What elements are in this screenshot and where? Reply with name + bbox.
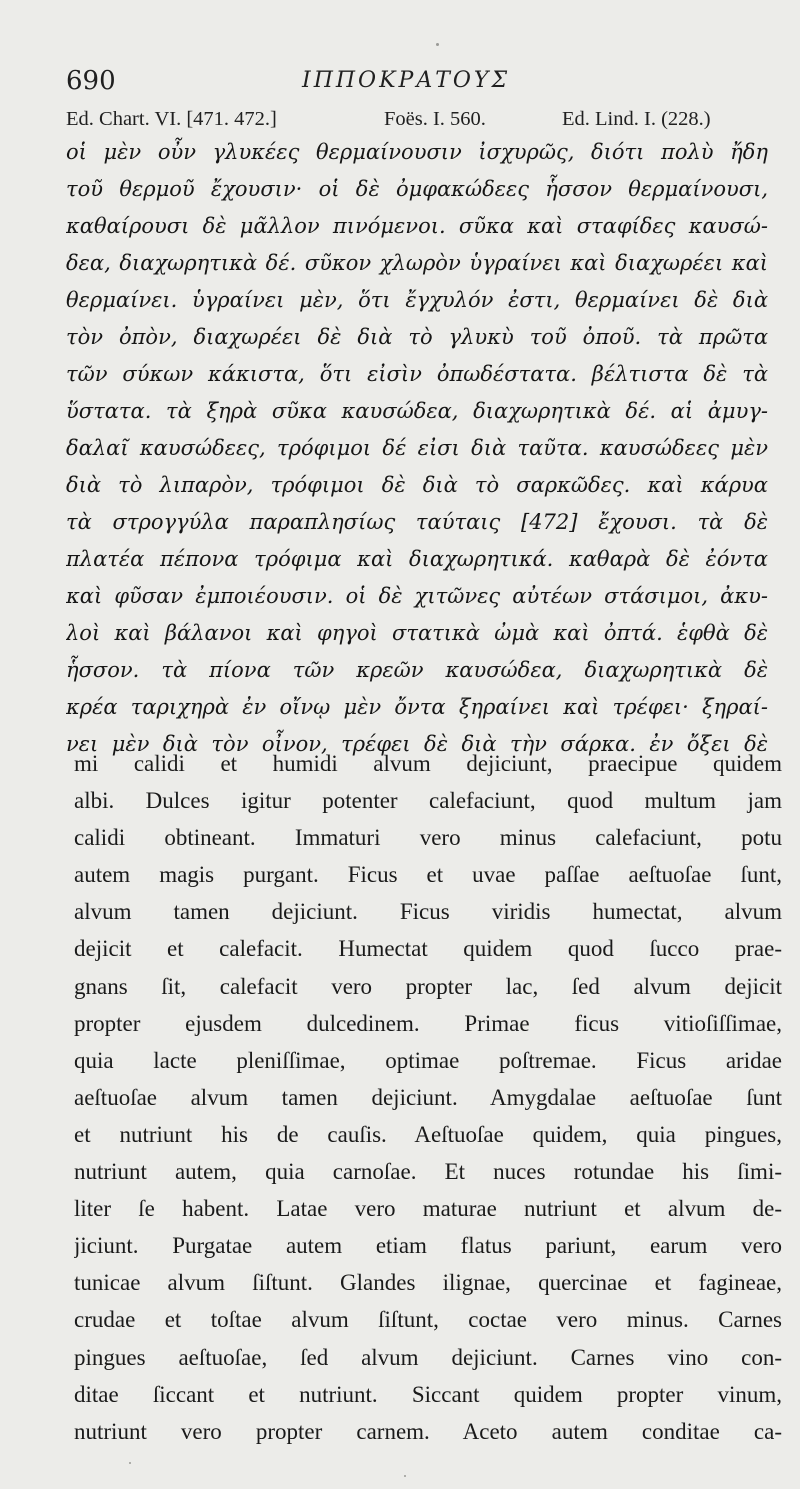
greek-line: δαλαῖ καυσώδεες, τρόφιμοι δέ εἰσι διὰ ταῦτα. καυσώδεες μὲν [66, 436, 768, 460]
page-number: 690 [66, 66, 116, 96]
greek-line: νει μὲν διὰ τὸν οἶνον, τρέφει δὲ διὰ τὴν σάρκα. ἐν ὄξει δὲ [66, 732, 768, 756]
greek-line: καθαίρουσι δὲ μᾶλλον πινόμενοι. σῦκα καὶ σταφίδες καυσώ- [66, 214, 768, 238]
edition-foes-ref: Foës. I. 560. [384, 108, 486, 130]
greek-text-block [66, 134, 768, 763]
greek-line: τοῦ θερμοῦ ἔχουσιν· οἱ δὲ ὀμφακώδεες ἧσσον θερμαίνουσι, [66, 177, 768, 201]
page-header [66, 66, 760, 102]
latin-line: gnans ſit, calefacit vero propter lac, ſed alvum dejicit [74, 973, 782, 999]
latin-line: mi calidi et humidi alvum dejiciunt, praecipue quidem [74, 751, 782, 776]
latin-line: propter ejusdem dulcedinem. Primae ficus vitioſiſſimae, [74, 1010, 782, 1036]
latin-translation-block [74, 745, 782, 1450]
paper-speck [404, 1475, 406, 1477]
greek-line: οἱ μὲν οὖν γλυκέες θερμαίνουσιν ἰσχυρῶς, διότι πολὺ ἤδη [66, 140, 768, 164]
paper-speck [436, 43, 439, 46]
greek-line: διὰ τὸ λιπαρὸν, τρόφιμοι δὲ διὰ τὸ σαρκῶδες. καὶ κάρυα [66, 473, 768, 497]
greek-line: ὕστατα. τὰ ξηρὰ σῦκα καυσώδεα, διαχωρητικὰ δέ. αἱ ἀμυγ- [66, 399, 768, 423]
latin-line: ditae ſiccant et nutriunt. Siccant quidem propter vinum, [74, 1381, 782, 1407]
greek-line: ἧσσον. τὰ πίονα τῶν κρεῶν καυσώδεα, διαχωρητικὰ δὲ [66, 658, 768, 682]
greek-line: θερμαίνει. ὑγραίνει μὲν, ὅτι ἔγχυλόν ἐστι, θερμαίνει δὲ διὰ [66, 288, 768, 312]
latin-line: pingues aeſtuoſae, ſed alvum dejiciunt. Carnes vino con- [74, 1344, 782, 1370]
greek-line: δεα, διαχωρητικὰ δέ. σῦκον χλωρὸν ὑγραίνει καὶ διαχωρέει καὶ [66, 251, 768, 275]
greek-line: κρέα ταριχηρὰ ἐν οἴνῳ μὲν ὄντα ξηραίνει καὶ τρέφει· ξηραί- [66, 695, 768, 719]
latin-line: nutriunt vero propter carnem. Aceto autem conditae ca- [74, 1418, 782, 1444]
paper-speck [129, 1462, 131, 1464]
greek-line: τὸν ὀπὸν, διαχωρέει δὲ διὰ τὸ γλυκὺ τοῦ ὀποῦ. τὰ πρῶτα [66, 325, 768, 349]
latin-line: dejicit et calefacit. Humectat quidem quod ſucco prae- [74, 936, 782, 962]
latin-line: aeſtuoſae alvum tamen dejiciunt. Amygdalae aeſtuoſae ſunt [74, 1084, 782, 1110]
edition-chart-ref: Ed. Chart. VI. [471. 472.] [66, 108, 277, 130]
greek-line: τὰ στρογγύλα παραπλησίως ταύταις [472] ἔχουσι. τὰ δὲ [66, 510, 768, 534]
greek-line: πλατέα πέπονα τρόφιμα καὶ διαχωρητικά. καθαρὰ δὲ ἐόντα [66, 547, 768, 571]
latin-line: tunicae alvum ſiſtunt. Glandes ilignae, quercinae et fagineae, [74, 1270, 782, 1296]
latin-line: crudae et toſtae alvum ſiſtunt, coctae vero minus. Carnes [74, 1307, 782, 1333]
greek-line: τῶν σύκων κάκιστα, ὅτι εἰσὶν ὀπωδέστατα. βέλτιστα δὲ τὰ [66, 362, 768, 386]
latin-line: et nutriunt his de cauſis. Aeſtuoſae quidem, quia pingues, [74, 1121, 782, 1147]
greek-line: λοὶ καὶ βάλανοι καὶ φηγοὶ στατικὰ ὠμὰ καὶ ὀπτά. ἑφθὰ δὲ [66, 621, 768, 645]
latin-line: alvum tamen dejiciunt. Ficus viridis humectat, alvum [74, 899, 782, 925]
latin-line: liter ſe habent. Latae vero maturae nutriunt et alvum de- [74, 1196, 782, 1222]
latin-line: jiciunt. Purgatae autem etiam flatus pariunt, earum vero [74, 1233, 782, 1259]
edition-references [66, 108, 766, 134]
latin-line: nutriunt autem, quia carnoſae. Et nuces rotundae his ſimi- [74, 1159, 782, 1185]
latin-line: quia lacte pleniſſimae, optimae poſtremae. Ficus aridae [74, 1047, 782, 1073]
latin-line: calidi obtineant. Immaturi vero minus calefaciunt, potu [74, 825, 782, 851]
edition-lind-ref: Ed. Lind. I. (228.) [562, 108, 711, 130]
running-head: ΙΠΠΟΚΡΑΤΟΥΣ [302, 68, 511, 93]
latin-line: albi. Dulces igitur potenter calefaciunt, quod multum jam [74, 788, 782, 814]
latin-line: autem magis purgant. Ficus et uvae paſſae aeſtuoſae ſunt, [74, 862, 782, 888]
greek-line: καὶ φῦσαν ἐμποιέουσιν. οἱ δὲ χιτῶνες αὐτέων στάσιμοι, ἀκυ- [66, 584, 768, 608]
